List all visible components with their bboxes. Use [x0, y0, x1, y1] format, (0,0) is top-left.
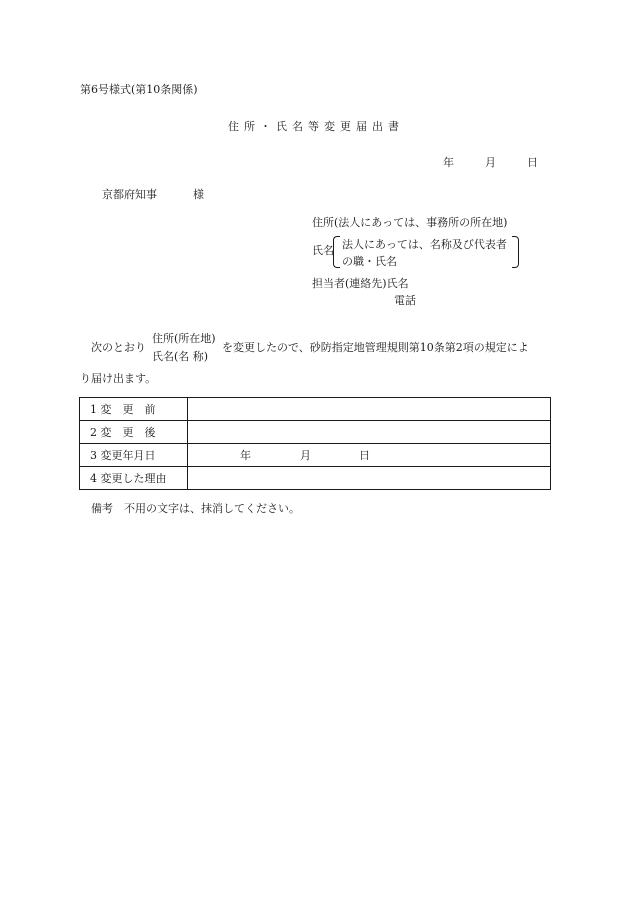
form-number: 第6号様式(第10条関係): [80, 83, 198, 96]
body-continuation: り届け出ます。: [80, 372, 157, 385]
body-prefix: 次のとおり: [91, 341, 146, 354]
applicant-address-label: 住所(法人にあっては、事務所の所在地): [312, 216, 508, 229]
change-details-table: [79, 397, 551, 490]
body-suffix: を変更したので、砂防指定地管理規則第10条第2項の規定によ: [222, 341, 529, 354]
name-note-line1: 法人にあっては、名称及び代表者: [342, 238, 507, 251]
after-value-field[interactable]: [188, 421, 551, 444]
name-note-line2: の職・氏名: [342, 255, 397, 268]
date-year-label: 年: [443, 156, 454, 169]
body-option-name: 氏名(名 称): [152, 350, 209, 363]
before-value-field[interactable]: [188, 398, 551, 421]
addressee: [102, 189, 204, 200]
table-row: [80, 398, 551, 421]
row-label-before: 1 変 更 前: [80, 398, 188, 421]
reason-value-field[interactable]: [188, 467, 551, 490]
change-date-field[interactable]: [188, 444, 551, 467]
contact-person-label: 担当者(連絡先)氏名: [312, 277, 409, 290]
row-label-change-date: 3 変更年月日: [80, 444, 188, 467]
row-label-after: 2 変 更 後: [80, 421, 188, 444]
body-option-address: 住所(所在地): [152, 332, 216, 345]
document-title: 住所・氏名等変更届出書: [228, 120, 404, 133]
remarks-note: 備考 不用の文字は、抹消してください。: [91, 502, 300, 515]
addressee-name: 京都府知事: [102, 188, 157, 201]
change-date-year: 年: [240, 449, 251, 462]
table-row: [80, 421, 551, 444]
change-date-month: 月: [300, 449, 311, 462]
applicant-name-label: 氏名: [312, 244, 334, 257]
date-month-label: 月: [485, 156, 496, 169]
change-date-day: 日: [359, 449, 370, 462]
table-row: [80, 467, 551, 490]
addressee-honorific: 様: [193, 188, 204, 201]
table-row: [80, 444, 551, 467]
row-label-reason: 4 変更した理由: [80, 467, 188, 490]
date-day-label: 日: [527, 156, 538, 169]
date-line: [443, 157, 538, 168]
phone-label: 電話: [394, 294, 416, 307]
